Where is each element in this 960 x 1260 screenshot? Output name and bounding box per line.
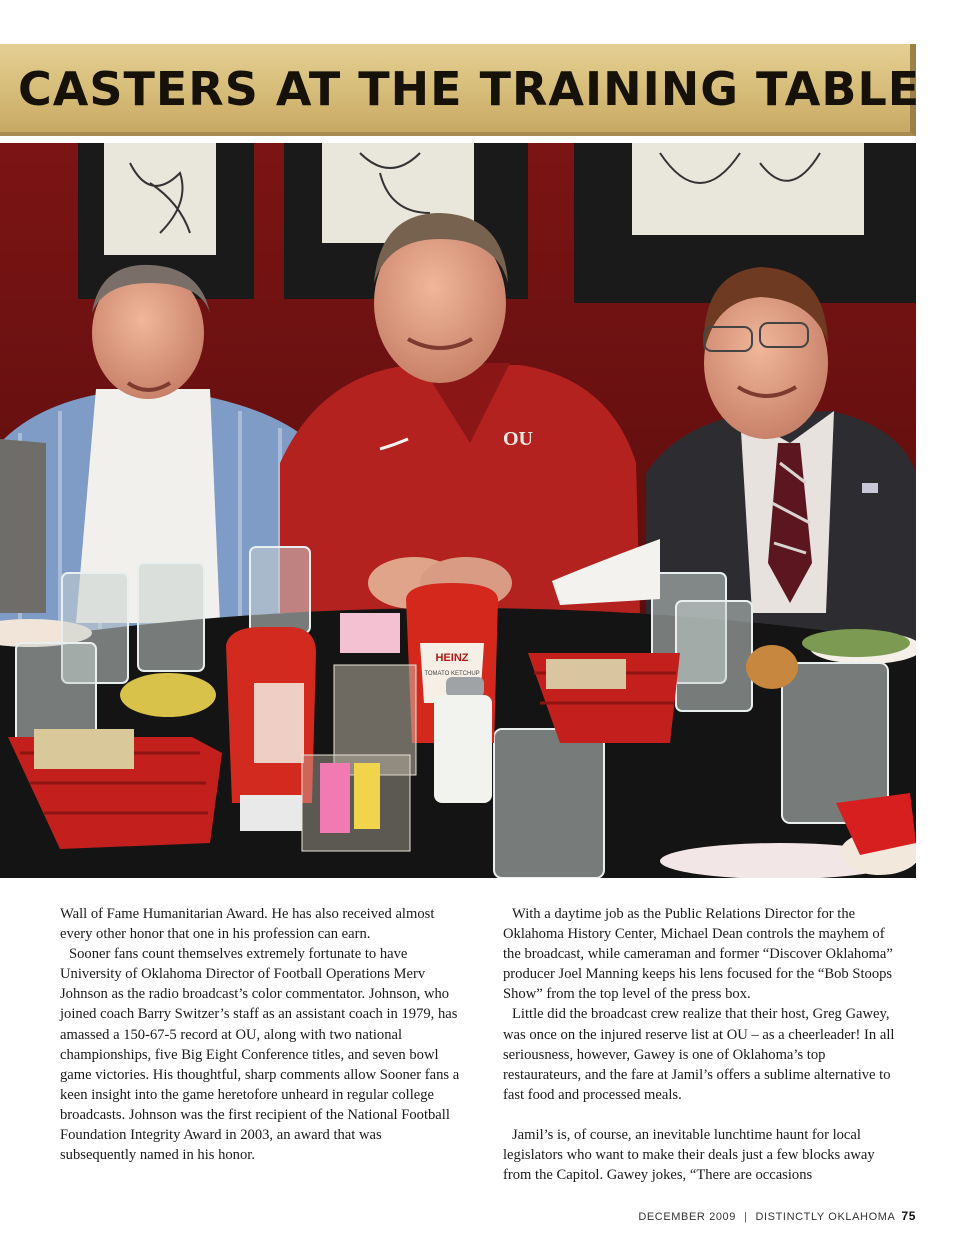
article-column-right bbox=[503, 904, 903, 1185]
article-photo bbox=[0, 143, 916, 878]
issue-date: DECEMBER 2009 bbox=[638, 1211, 736, 1223]
shirt-logo: OU bbox=[503, 428, 533, 450]
page-footer bbox=[638, 1209, 916, 1225]
article-paragraph: Little did the broadcast crew realize that their host, Greg Gawey, was once on the injured reserve list at OU – as a cheerleader! In all seriousness, however, Gawey is one of Oklahoma’s top restaurateurs, and the fare at Jamil’s offers a sublime alternative to fast food and processed meals. bbox=[503, 1006, 895, 1103]
article-paragraph: Jamil’s is, of course, an inevitable lunchtime haunt for local legislators who want to make their deals just a few blocks away from the Capitol. Gawey jokes, “There are occasions bbox=[503, 1126, 875, 1184]
salt-shaker bbox=[434, 677, 492, 803]
photo-illustration bbox=[0, 143, 916, 878]
footer-separator: | bbox=[744, 1211, 748, 1223]
article-paragraph: Sooner fans count themselves extremely fortunate to have University of Oklahoma Director of Football Operations Merv Johnson as the radio broadcast’s color commentator. Johnson, who joined coach Barry Switzer’s staff as an assistant coach in 1979, has amassed a 150-67-5 record at OU, along with two national championships, five Big Eight Conference titles, and seven bowl game victories. His thoughtful, sharp comments allow Sooner fans a keen insight into the game heretofore unheard in regular college broadcasts. Johnson was the first recipient of the National Football Foundation Integrity Award in 2003, an award that was subsequently named in his honor. bbox=[60, 946, 460, 1164]
article-paragraph: Wall of Fame Humanitarian Award. He has also received almost every other honor that one in his profession can earn. bbox=[60, 906, 435, 943]
ketchup-brand-label: HEINZ bbox=[435, 652, 469, 664]
article-column-left bbox=[60, 904, 460, 1165]
article-paragraph: With a daytime job as the Public Relations Director for the Oklahoma History Center, Michael Dean controls the mayhem of the broadcast, while cameraman and former “Discover Oklahoma” producer Joel Manning keeps his lens focused for the “Bob Stoops Show” from the top level of the press box. bbox=[503, 906, 893, 1003]
title-banner bbox=[0, 44, 921, 136]
page-number: 75 bbox=[901, 1209, 916, 1223]
page-title: CASTERS AT THE TRAINING TABLE bbox=[18, 62, 921, 116]
magazine-name: DISTINCTLY OKLAHOMA bbox=[755, 1211, 896, 1223]
ketchup-sub-label: TOMATO KETCHUP bbox=[424, 671, 480, 677]
